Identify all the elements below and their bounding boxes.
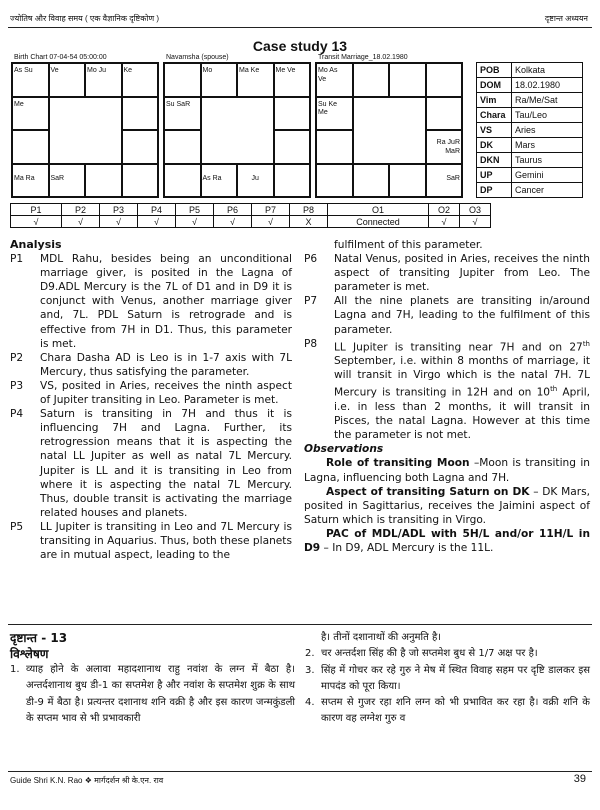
info-key: DK [477,138,512,153]
birth-house-2: Mo Ju [85,63,122,97]
param-header: P3 [100,204,138,216]
param-value: √ [11,216,62,228]
parameter-table [10,203,491,228]
param-header: P2 [62,204,100,216]
transit-house-12: Mo As Ve [316,63,353,97]
observations-heading: Observations [304,443,384,456]
param-value: √ [62,216,100,228]
birth-chart [11,62,159,198]
navamsha-house-12 [164,63,201,97]
birth-house-12: As Su [12,63,49,97]
info-value: Ra/Me/Sat [512,93,583,108]
transit-chart-label: Transit Marriage_18.02.1980 [318,54,408,61]
superscript: th [582,339,590,348]
navamsha-house-3: Me Ve [274,63,311,97]
analysis-left-column [10,238,292,562]
navamsha-chart-center [201,97,274,164]
birth-house-7 [85,164,122,198]
transit-house-4 [426,97,463,131]
footer-guide: Guide Shri K.N. Rao ❖ मार्गदर्शन श्री के.एन. राव [10,776,164,785]
observation-title: Role of transiting Moon [326,457,470,470]
header-rule [8,27,592,28]
observation-text: – In D9, ADL Mercury is the 11L. [320,542,494,555]
transit-house-5: Ra JuR MaR [426,130,463,164]
param-header: P6 [214,204,252,216]
info-key: UP [477,168,512,183]
param-paragraph [10,379,292,407]
param-text: September, i.e. within 8 months of marriage, it will transit in Virgo which is the natal 7H. 7L Mercury is transiting in 12H and on 10 [334,355,590,399]
transit-chart-center [353,97,426,164]
navamsha-chart-label: Navamsha (spouse) [166,54,229,61]
transit-house-8 [353,164,390,198]
param-text: Saturn is transiting in 7H and thus it is influencing 7H and Lagna. Further, its retrogression means that it is aspecting the natal LL Jupiter as well as natal 7L Mercury. Jupiter is LL and it is transiting in Leo from where it is aspecting the natal 7L Mercury. Thus, double transit is activating the marriage related houses and planets. [40,408,292,519]
running-header-left: ज्योतिष और विवाह समय ( एक वैज्ञानिक दृष्टिकोण ) [10,14,160,23]
param-value: √ [100,216,138,228]
birth-house-9: Ma Ra [12,164,49,198]
param-text: Chara Dasha AD is Leo is in 1-7 axis with 7L Mercury, thus satisfying the parameter. [40,351,292,378]
param-value: √ [252,216,290,228]
item-text: चर अन्तर्दशा सिंह की है जो सप्तमेश बुध से 1/7 अक्ष पर है। [321,648,538,660]
hindi-right-column [305,630,590,728]
param-paragraph [304,294,590,336]
navamsha-house-11: Su SaR [164,97,201,131]
item-text: व्याह होने के अलावा महादशानाथ राहु नवांश के लग्न में बैठा है। अन्तर्दशानाथ बुध डी-1 का सप्तमेश है और नवांश के सप्तमेश शुक्र के साथ डी-9 में बैठा है। प्रत्यन्तर दशानाथ शनि वक्री है और इस कारण जन्मकुंडली के सप्तम भाव से भी प्रभावकारी [26,664,295,724]
param-text: LL Jupiter is transiting near 7H and on 27 [334,341,583,354]
param-header: P4 [138,204,176,216]
info-key: DKN [477,153,512,168]
birth-house-5 [122,130,159,164]
transit-house-1 [353,63,390,97]
hindi-list-item [10,662,295,727]
param-paragraph [304,252,590,294]
param-label: P1 [10,253,24,266]
item-number: 3. [305,664,315,676]
navamsha-house-2: Ma Ke [237,63,274,97]
param-value: Connected [328,216,429,228]
case-study-title: Case study 13 [252,38,348,54]
birth-chart-center [49,97,122,164]
param-value: √ [429,216,460,228]
observation-paragraph [304,527,590,555]
transit-house-11: Su Ke Me [316,97,353,131]
param-header: P5 [176,204,214,216]
info-key: Chara [477,108,512,123]
transit-house-9 [316,164,353,198]
param-paragraph [10,252,292,351]
navamsha-house-10 [164,130,201,164]
info-key: VS [477,123,512,138]
birth-house-6 [122,164,159,198]
observation-paragraph [304,485,590,527]
param-text: All the nine planets are transiting in/around Lagna and 7H, leading to the fulfilment of this parameter. [334,295,590,336]
info-key: DOM [477,78,512,93]
observation-text: –Moon is transiting in Lagna, influencing both Lagna and 7H. [304,457,590,484]
navamsha-house-9 [164,164,201,198]
item-number: 2. [305,648,315,660]
param-label: P6 [304,253,318,266]
page-number: 39 [573,773,586,785]
param-text: MDL Rahu, besides being an unconditional marriage giver, is posited in the Lagna of D9.ADL Mercury is the 7L of D1 and in D9 it is conjunct with Venus, another marriage giver and, 7L. PDL Saturn is retrograde and is effective from 7H in D1. Thus, this parameter is met. [40,253,292,350]
info-value: Tau/Leo [512,108,583,123]
param-value: √ [460,216,491,228]
transit-house-7 [389,164,426,198]
info-value: Cancer [512,183,583,198]
running-header-right: दृष्टान्त अध्ययन [544,14,588,23]
param-header: O1 [328,204,429,216]
param-value: X [290,216,328,228]
info-value: Gemini [512,168,583,183]
navamsha-house-8: As Ra [201,164,238,198]
param-paragraph [10,520,292,562]
transit-chart [315,62,463,198]
param-text: VS, posited in Aries, receives the ninth aspect of Jupiter transiting in Leo. Parameter is met. [40,379,292,407]
param-header: O2 [429,204,460,216]
param-header: P1 [11,204,62,216]
navamsha-chart [163,62,311,198]
info-value: 18.02.1980 [512,78,583,93]
observation-title: PAC of MDL/ADL with 5H/L and/or 11H/L in D9 [304,527,590,555]
param-value: √ [214,216,252,228]
observation-title: Aspect of transiting Saturn on DK [326,485,530,498]
navamsha-house-6 [274,164,311,198]
info-key: Vim [477,93,512,108]
param-paragraph [304,337,590,443]
navamsha-house-4 [274,97,311,131]
param-label: P8 [304,337,318,350]
param-header: O3 [460,204,491,216]
navamsha-house-1: Mo [201,63,238,97]
param-label: P7 [304,295,318,308]
param-text: April, i.e. in less than 2 months, it will transit in Pisces, the natal Lagna. However at this time the parameter is not met. [334,387,591,442]
info-key: DP [477,183,512,198]
observation-paragraph [304,456,590,484]
param-text: LL Jupiter is transiting in Leo and 7L Mercury is transiting in Aquarius. Thus, both these planets are in mutual aspect, leading to the [40,520,292,562]
hindi-continuation: है। तीनों दशानाथों की अनुमति है। [321,632,442,643]
hindi-list-item [305,646,590,662]
hindi-left-column [10,630,295,727]
birth-house-1: Ve [49,63,86,97]
navamsha-house-5 [274,130,311,164]
info-value: Aries [512,123,583,138]
navamsha-house-7: Ju [237,164,274,198]
hindi-title: दृष्टान्त - 13 [10,631,68,645]
hindi-section-rule [8,624,592,625]
birth-house-10 [12,130,49,164]
footer-rule [8,771,592,772]
birth-house-4 [122,97,159,131]
item-number: 4. [305,697,315,709]
info-value: Taurus [512,153,583,168]
param-value: √ [138,216,176,228]
transit-house-2 [389,63,426,97]
analysis-heading: Analysis [10,238,62,251]
item-text: सप्तम से गुजर रहा शनि लग्न को भी प्रभावित कर रहा है। वक्री शनि के कारण वह लग्नेश गुरु व [321,697,590,725]
param-label: P5 [10,520,24,533]
transit-house-3 [426,63,463,97]
param-header: P7 [252,204,290,216]
param-header: P8 [290,204,328,216]
birth-house-8: SaR [49,164,86,198]
birth-house-11: Me [12,97,49,131]
item-text: सिंह में गोचर कर रहे गुरु ने मेष में स्थित विवाह सहम पर दृष्टि डालकर इस मापदंड को पूरा किया। [321,664,590,692]
param-value: √ [176,216,214,228]
hindi-list-item [305,663,590,696]
param-text: Natal Venus, posited in Aries, receives the ninth aspect of transiting Jupiter from Leo. The parameter is met. [334,253,590,294]
param-label: P4 [10,408,24,421]
info-value: Mars [512,138,583,153]
analysis-right-column [304,238,590,555]
info-key: POB [477,63,512,78]
param-label: P2 [10,351,24,364]
observation-text: – DK Mars, posited in Sagittarius, receives the Jaimini aspect of Saturn which is transiting in Virgo. [304,485,590,526]
param-paragraph [10,407,292,520]
transit-house-6: SaR [426,164,463,198]
param-continuation: fulfilment of this parameter. [334,239,483,251]
info-value: Kolkata [512,63,583,78]
hindi-subtitle: विश्लेषण [10,647,49,661]
info-table [476,62,583,198]
transit-house-10 [316,130,353,164]
hindi-list-item [305,695,590,728]
param-label: P3 [10,379,24,392]
birth-chart-label: Birth Chart 07-04-54 05:00:00 [14,54,107,61]
item-number: 1. [10,664,20,675]
superscript: th [550,385,558,394]
birth-house-3: Ke [122,63,159,97]
param-paragraph [10,351,292,379]
